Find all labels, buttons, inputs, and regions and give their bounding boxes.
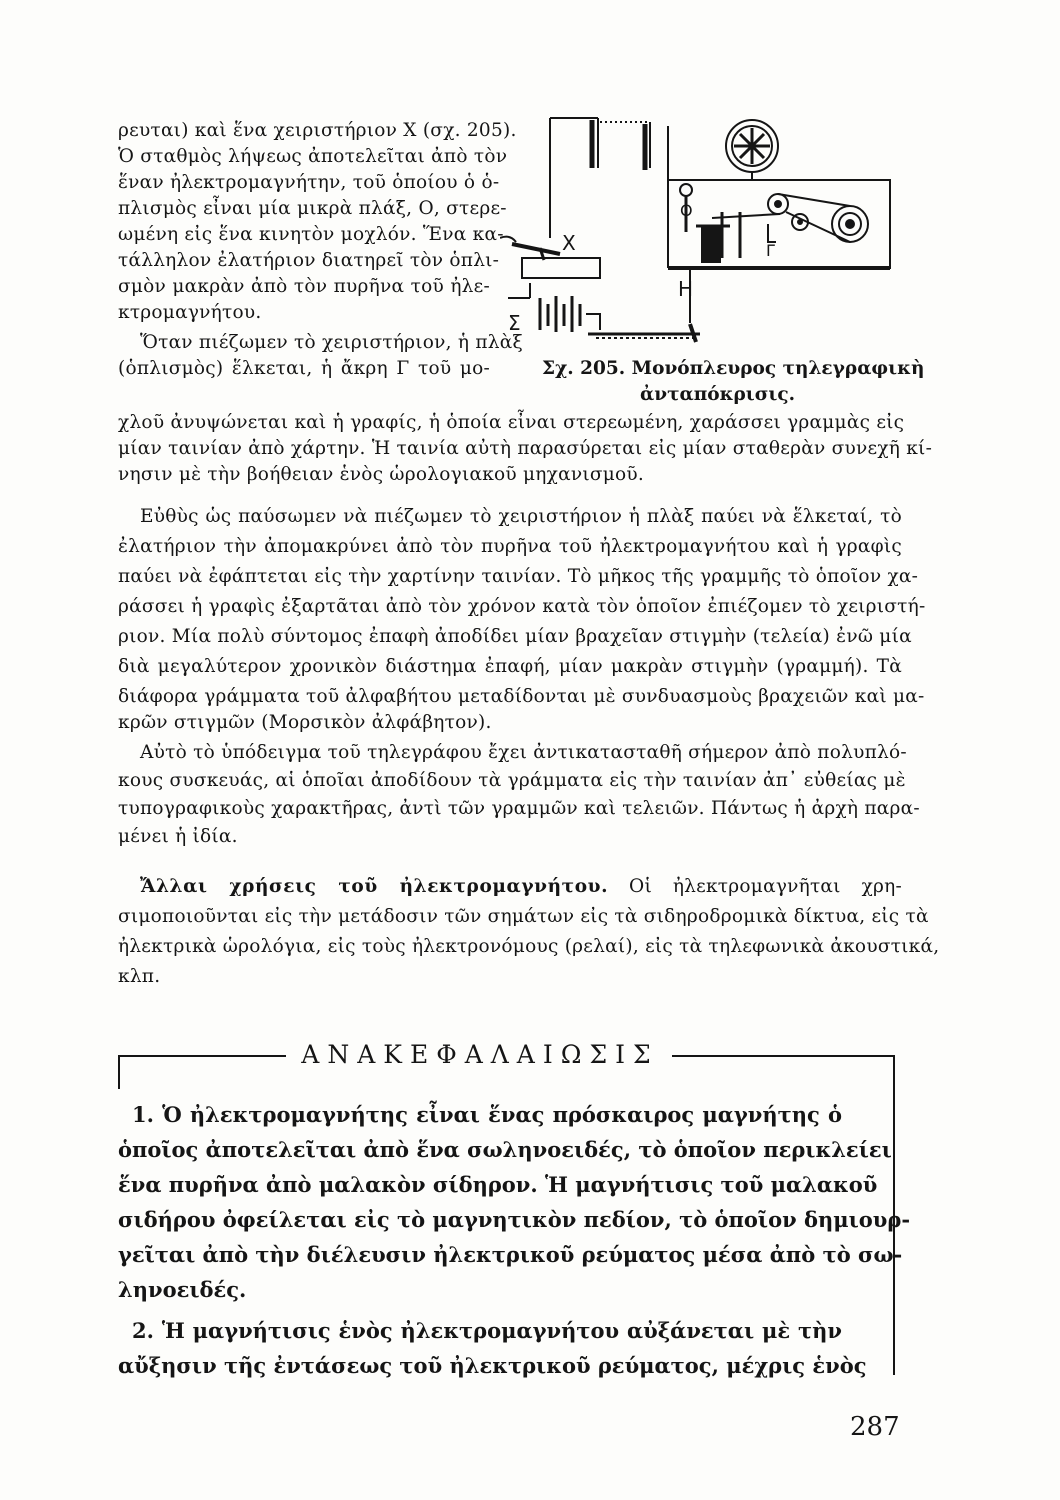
page-number: 287 xyxy=(850,1412,900,1442)
summary-item-1-line: σιδήρου ὀφείλεται εἰς τὸ μαγνητικὸν πεδίον, τὸ ὁποῖον δημιουρ- xyxy=(118,1207,911,1232)
text-line: κους συσκευάς, αἱ ὁποῖαι ἀποδίδουν τὰ γράμματα εἰς τὴν ταινίαν ἀπ᾽ εὐθείας μὲ xyxy=(118,770,906,791)
summary-item-1-line: 1. Ὁ ἠλεκτρομαγνήτης εἶναι ἕνας πρόσκαιρος μαγνήτης ὁ xyxy=(132,1102,842,1127)
text-line xyxy=(140,874,902,900)
text-line: ἐλατήριον τὴν ἀπομακρύνει ἀπὸ τὸν πυρῆνα τοῦ ἠλεκτρομαγνήτου καὶ ἡ γραφὶς xyxy=(118,536,902,557)
text-fragment: Οἱ ἠλεκτρομαγνῆται χρη- xyxy=(608,876,902,897)
summary-item-2-line: 2. Ἡ μαγνήτισις ἑνὸς ἠλεκτρομαγνήτου αὐξάνεται μὲ τὴν xyxy=(132,1318,842,1343)
summary-box-left-edge xyxy=(118,1055,120,1089)
text-line: Εὐθὺς ὡς παύσωμεν νὰ πιέζωμεν τὸ χειριστήριον ἡ πλὰξ παύει νὰ ἕλκεταί, τὸ xyxy=(140,506,902,527)
text-line: κτρομαγνήτου. xyxy=(118,302,262,323)
text-line: τυπογραφικοὺς χαρακτῆρας, ἀντὶ τῶν γραμμῶν καὶ τελειῶν. Πάντως ἡ ἀρχὴ παρα- xyxy=(118,798,920,819)
text-line: Ὅταν πιέζωμεν τὸ χειριστήριον, ἡ πλὰξ xyxy=(140,332,523,353)
summary-item-2-line: αὔξησιν τῆς ἐντάσεως τοῦ ἠλεκτρικοῦ ρεύματος, μέχρις ἑνὸς xyxy=(118,1353,867,1378)
text-line: κλπ. xyxy=(118,966,161,987)
text-line: ρευται) καὶ ἕνα χειριστήριον Χ (σχ. 205). xyxy=(118,120,517,141)
figure-label-g: Γ xyxy=(766,241,775,260)
text-line: κρῶν στιγμῶν (Μορσικὸν ἀλφάβητον). xyxy=(118,712,492,733)
summary-item-1-line: ληνοειδές. xyxy=(118,1277,247,1302)
text-line: Αὐτὸ τὸ ὑπόδειγμα τοῦ τηλεγράφου ἔχει ἀντικατασταθῆ σήμερον ἀπὸ πολυπλό- xyxy=(140,742,907,763)
text-line: παύει νὰ ἐφάπτεται εἰς τὴν χαρτίνην ταινίαν. Τὸ μῆκος τῆς γραμμῆς τὸ ὁποῖον χα- xyxy=(118,566,919,587)
text-line: νησιν μὲ τὴν βοήθειαν ἑνὸς ὡρολογιακοῦ μηχανισμοῦ. xyxy=(118,464,645,485)
text-line: μένει ἡ ἰδία. xyxy=(118,826,238,847)
summary-item-1-line: ὁποῖος ἀποτελεῖται ἀπὸ ἕνα σωληνοειδές, τὸ ὁποῖον περικλείει xyxy=(118,1137,892,1162)
telegraph-figure xyxy=(500,108,900,358)
summary-rule-left xyxy=(118,1055,286,1057)
text-line: τάλληλον ἐλατήριον διατηρεῖ τὸν ὁπλι- xyxy=(118,250,500,271)
text-line: (ὁπλισμὸς) ἕλκεται, ἡ ἄκρη Γ τοῦ μο- xyxy=(118,358,490,379)
text-line: διὰ μεγαλύτερον χρονικὸν διάστημα ἐπαφή, μίαν μακρὰν στιγμὴν (γραμμή). Τὰ xyxy=(118,656,902,677)
text-line: χλοῦ ἀνυψώνεται καὶ ἡ γραφίς, ἡ ὁποία εἶναι στερεωμένη, χαράσσει γραμμὰς εἰς xyxy=(118,412,905,433)
text-line: Ὁ σταθμὸς λήψεως ἀποτελεῖται ἀπὸ τὸν xyxy=(118,146,508,167)
text-line: ἠλεκτρικὰ ὡρολόγια, εἰς τοὺς ἠλεκτρονόμους (ρελαί), εἰς τὰ τηλεφωνικὰ ἀκουστικά, xyxy=(118,936,940,957)
text-line: σιμοποιοῦνται εἰς τὴν μετάδοσιν τῶν σημάτων εἰς τὰ σιδηροδρομικὰ δίκτυα, εἰς τὰ xyxy=(118,906,929,927)
summary-item-1-line: γεῖται ἀπὸ τὴν διέλευσιν ἠλεκτρικοῦ ρεύματος μέσα ἀπὸ τὸ σω- xyxy=(118,1242,903,1267)
figure-caption-line1: Σχ. 205. Μονόπλευρος τηλεγραφικὴ xyxy=(542,358,925,379)
runin-heading: Ἄλλαι χρήσεις τοῦ ἠλεκτρομαγνήτου. xyxy=(140,876,609,897)
text-line: ριον. Μία πολὺ σύντομος ἐπαφὴ ἀποδίδει μίαν βραχεῖαν στιγμὴν (τελεία) ἐνῶ μία xyxy=(118,626,912,647)
summary-rule-right xyxy=(672,1055,894,1057)
figure-caption-line2: ἀνταπόκρισις. xyxy=(640,384,796,405)
text-line: σμὸν μακρὰν ἀπὸ τὸν πυρῆνα τοῦ ἠλε- xyxy=(118,276,490,297)
summary-title: ΑΝΑΚΕΦΑΛΑΙΩΣΙΣ xyxy=(301,1040,659,1069)
summary-item-1-line: ἕνα πυρῆνα ἀπὸ μαλακὸν σίδηρον. Ἡ μαγνήτισις τοῦ μαλακοῦ xyxy=(118,1172,878,1197)
figure-label-o: Ο xyxy=(680,201,693,220)
text-line: μίαν ταινίαν ἀπὸ χάρτην. Ἡ ταινία αὐτὴ παρασύρεται εἰς μίαν σταθερὰν συνεχῆ κί- xyxy=(118,438,933,459)
text-line: πλισμὸς εἶναι μία μικρὰ πλάξ, Ο, στερε- xyxy=(118,198,507,219)
figure-label-x: Χ xyxy=(562,231,576,255)
text-line: ἕναν ἠλεκτρομαγνήτην, τοῦ ὁποίου ὁ ὁ- xyxy=(118,172,500,193)
figure-label-sigma: Σ xyxy=(508,311,521,335)
text-line: ράσσει ἡ γραφὶς ἐξαρτᾶται ἀπὸ τὸν χρόνον κατὰ τὸν ὁποῖον ἐπιέζομεν τὸ χειριστή- xyxy=(118,596,926,617)
text-line: διάφορα γράμματα τοῦ ἀλφαβήτου μεταδίδονται μὲ συνδυασμοὺς βραχειῶν καὶ μα- xyxy=(118,686,925,707)
text-line: ωμένη εἰς ἕνα κινητὸν μοχλόν. Ἕνα κα- xyxy=(118,224,504,245)
figure-label-h: Η xyxy=(678,277,694,301)
